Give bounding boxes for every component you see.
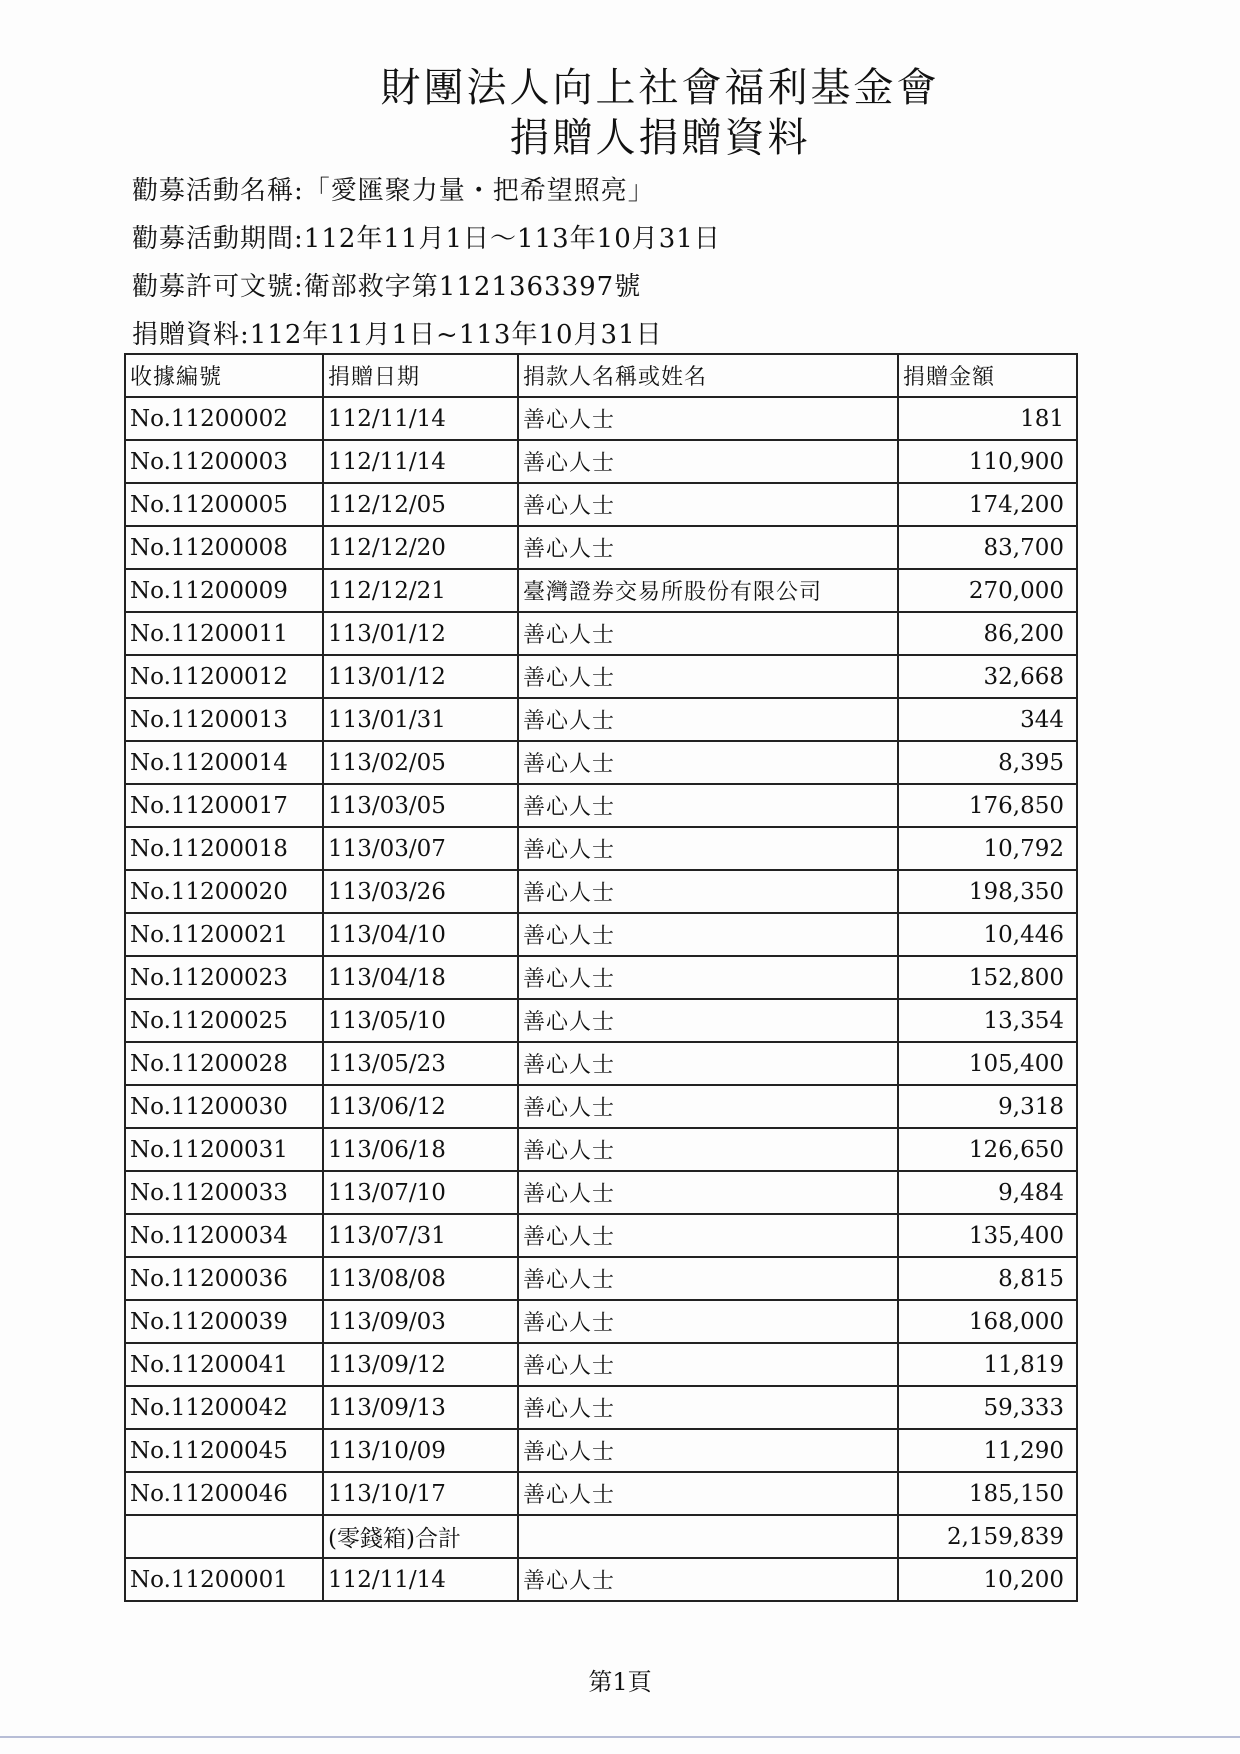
donation-amount-cell: 181 [898, 397, 1077, 440]
table-row [125, 1558, 1077, 1601]
document-subtitle: 捐贈人捐贈資料 [509, 115, 811, 161]
donation-date-cell: 113/07/10 [323, 1171, 518, 1214]
campaign-period-label: 勸募活動期間 [132, 224, 295, 254]
separator: : [294, 272, 304, 302]
table-row [125, 913, 1077, 956]
table-row [125, 741, 1077, 784]
table-row [125, 1386, 1077, 1429]
donation-date-cell: 112/12/21 [323, 569, 518, 612]
receipt-number-cell: No.11200002 [125, 397, 323, 440]
donor-name-cell: 善心人士 [518, 956, 898, 999]
donation-date-cell: 113/06/12 [323, 1085, 518, 1128]
donation-amount-cell: 9,484 [898, 1171, 1077, 1214]
column-header-donation-date: 捐贈日期 [323, 354, 518, 397]
donation-date-cell: 113/03/07 [323, 827, 518, 870]
table-row [125, 698, 1077, 741]
donation-amount-cell: 86,200 [898, 612, 1077, 655]
donation-data-value: 112年11月1日~113年10月31日 [249, 320, 663, 350]
donation-date-cell: 113/09/03 [323, 1300, 518, 1343]
donations-table [124, 353, 1078, 1602]
donor-name-cell: 善心人士 [518, 698, 898, 741]
permit-number-value: 衛部救字第1121363397號 [303, 272, 642, 302]
donation-date-cell: 113/05/23 [323, 1042, 518, 1085]
campaign-name-label: 勸募活動名稱 [132, 176, 295, 206]
donation-amount-cell: 126,650 [898, 1128, 1077, 1171]
campaign-name-line [132, 174, 655, 208]
table-row [125, 526, 1077, 569]
donation-date-cell: 112/11/14 [323, 1558, 518, 1601]
receipt-number-cell: No.11200023 [125, 956, 323, 999]
donor-name-cell: 善心人士 [518, 612, 898, 655]
donation-date-cell: 112/12/20 [323, 526, 518, 569]
table-header-row [125, 354, 1077, 397]
receipt-number-cell: No.11200013 [125, 698, 323, 741]
table-row [125, 1343, 1077, 1386]
donor-name-cell: 善心人士 [518, 1343, 898, 1386]
donor-name-cell: 善心人士 [518, 1214, 898, 1257]
receipt-number-cell: No.11200028 [125, 1042, 323, 1085]
donation-date-cell: 113/04/10 [323, 913, 518, 956]
donation-date-cell: 113/08/08 [323, 1257, 518, 1300]
receipt-number-cell: No.11200020 [125, 870, 323, 913]
table-body [125, 397, 1077, 1601]
donation-amount-cell: 198,350 [898, 870, 1077, 913]
receipt-number-cell: No.11200001 [125, 1558, 323, 1601]
donor-name-cell: 善心人士 [518, 1085, 898, 1128]
receipt-number-cell [125, 1515, 323, 1558]
donation-amount-cell: 32,668 [898, 655, 1077, 698]
donation-amount-cell: 11,290 [898, 1429, 1077, 1472]
separator: : [294, 224, 304, 254]
receipt-number-cell: No.11200025 [125, 999, 323, 1042]
receipt-number-cell: No.11200041 [125, 1343, 323, 1386]
column-header-receipt-number: 收據編號 [125, 354, 323, 397]
separator: : [240, 320, 250, 350]
table-row [125, 1472, 1077, 1515]
donation-amount-cell: 185,150 [898, 1472, 1077, 1515]
table-row [125, 612, 1077, 655]
receipt-number-cell: No.11200012 [125, 655, 323, 698]
campaign-period-value: 112年11月1日～113年10月31日 [303, 224, 721, 254]
receipt-number-cell: No.11200018 [125, 827, 323, 870]
donor-name-cell: 善心人士 [518, 784, 898, 827]
receipt-number-cell: No.11200033 [125, 1171, 323, 1214]
donor-name-cell: 善心人士 [518, 1386, 898, 1429]
receipt-number-cell: No.11200017 [125, 784, 323, 827]
donation-data-line [132, 318, 663, 352]
donation-amount-cell: 8,395 [898, 741, 1077, 784]
donation-amount-cell: 10,792 [898, 827, 1077, 870]
table-row [125, 1128, 1077, 1171]
donation-amount-cell: 10,446 [898, 913, 1077, 956]
table-row [125, 483, 1077, 526]
campaign-period-line [132, 222, 721, 256]
donation-date-cell: (零錢箱)合計 [323, 1515, 518, 1558]
table-row [125, 1042, 1077, 1085]
table-row [125, 1300, 1077, 1343]
donor-name-cell: 善心人士 [518, 397, 898, 440]
document-title: 財團法人向上社會福利基金會 [380, 65, 940, 111]
receipt-number-cell: No.11200014 [125, 741, 323, 784]
donor-name-cell: 善心人士 [518, 1300, 898, 1343]
donor-name-cell: 善心人士 [518, 827, 898, 870]
donor-name-cell: 善心人士 [518, 1171, 898, 1214]
receipt-number-cell: No.11200031 [125, 1128, 323, 1171]
donor-name-cell: 善心人士 [518, 1429, 898, 1472]
receipt-number-cell: No.11200039 [125, 1300, 323, 1343]
page-number: 第1頁 [588, 1668, 652, 1696]
donation-amount-cell: 9,318 [898, 1085, 1077, 1128]
table-row [125, 1429, 1077, 1472]
table-row [125, 1515, 1077, 1558]
receipt-number-cell: No.11200046 [125, 1472, 323, 1515]
donation-data-label: 捐贈資料 [132, 320, 241, 350]
receipt-number-cell: No.11200008 [125, 526, 323, 569]
table-row [125, 1171, 1077, 1214]
receipt-number-cell: No.11200036 [125, 1257, 323, 1300]
donor-name-cell: 善心人士 [518, 870, 898, 913]
donor-name-cell: 善心人士 [518, 1558, 898, 1601]
donation-amount-cell: 168,000 [898, 1300, 1077, 1343]
table-row [125, 569, 1077, 612]
donor-name-cell: 善心人士 [518, 483, 898, 526]
donor-name-cell: 善心人士 [518, 741, 898, 784]
receipt-number-cell: No.11200021 [125, 913, 323, 956]
table-row [125, 870, 1077, 913]
table-row [125, 999, 1077, 1042]
table-row [125, 1214, 1077, 1257]
table-row [125, 440, 1077, 483]
receipt-number-cell: No.11200045 [125, 1429, 323, 1472]
donor-name-cell: 善心人士 [518, 526, 898, 569]
table-row [125, 397, 1077, 440]
campaign-name-value: 「愛匯聚力量・把希望照亮」 [303, 176, 655, 206]
donation-date-cell: 113/10/09 [323, 1429, 518, 1472]
donation-amount-cell: 110,900 [898, 440, 1077, 483]
donation-date-cell: 112/12/05 [323, 483, 518, 526]
donation-date-cell: 113/03/05 [323, 784, 518, 827]
donation-amount-cell: 59,333 [898, 1386, 1077, 1429]
table-row [125, 1085, 1077, 1128]
donation-date-cell: 113/10/17 [323, 1472, 518, 1515]
donation-date-cell: 113/07/31 [323, 1214, 518, 1257]
donation-date-cell: 113/01/12 [323, 612, 518, 655]
table-row [125, 784, 1077, 827]
donation-amount-cell: 174,200 [898, 483, 1077, 526]
donation-amount-cell: 344 [898, 698, 1077, 741]
donation-amount-cell: 105,400 [898, 1042, 1077, 1085]
permit-number-label: 勸募許可文號 [132, 272, 295, 302]
table-row [125, 655, 1077, 698]
donation-amount-cell: 270,000 [898, 569, 1077, 612]
donation-amount-cell: 152,800 [898, 956, 1077, 999]
donor-name-cell: 善心人士 [518, 999, 898, 1042]
receipt-number-cell: No.11200034 [125, 1214, 323, 1257]
donation-amount-cell: 176,850 [898, 784, 1077, 827]
donor-name-cell [518, 1515, 898, 1558]
receipt-number-cell: No.11200005 [125, 483, 323, 526]
donation-date-cell: 113/01/12 [323, 655, 518, 698]
receipt-number-cell: No.11200003 [125, 440, 323, 483]
donor-name-cell: 善心人士 [518, 440, 898, 483]
table-row [125, 827, 1077, 870]
table-row [125, 956, 1077, 999]
receipt-number-cell: No.11200009 [125, 569, 323, 612]
donation-amount-cell: 11,819 [898, 1343, 1077, 1386]
donor-name-cell: 臺灣證券交易所股份有限公司 [518, 569, 898, 612]
donation-date-cell: 113/04/18 [323, 956, 518, 999]
donation-amount-cell: 83,700 [898, 526, 1077, 569]
donation-date-cell: 113/01/31 [323, 698, 518, 741]
donation-date-cell: 113/06/18 [323, 1128, 518, 1171]
receipt-number-cell: No.11200042 [125, 1386, 323, 1429]
donation-date-cell: 113/09/12 [323, 1343, 518, 1386]
receipt-number-cell: No.11200011 [125, 612, 323, 655]
donation-date-cell: 113/02/05 [323, 741, 518, 784]
donor-name-cell: 善心人士 [518, 655, 898, 698]
donation-amount-cell: 8,815 [898, 1257, 1077, 1300]
page-bottom-divider [0, 1736, 1240, 1738]
donation-date-cell: 113/09/13 [323, 1386, 518, 1429]
column-header-donation-amount: 捐贈金額 [898, 354, 1077, 397]
donation-date-cell: 113/05/10 [323, 999, 518, 1042]
donation-amount-cell: 13,354 [898, 999, 1077, 1042]
receipt-number-cell: No.11200030 [125, 1085, 323, 1128]
column-header-donor-name: 捐款人名稱或姓名 [518, 354, 898, 397]
permit-number-line [132, 270, 641, 304]
donation-date-cell: 112/11/14 [323, 440, 518, 483]
table-row [125, 1257, 1077, 1300]
donation-date-cell: 112/11/14 [323, 397, 518, 440]
donor-name-cell: 善心人士 [518, 1128, 898, 1171]
donation-amount-cell: 10,200 [898, 1558, 1077, 1601]
donor-name-cell: 善心人士 [518, 1257, 898, 1300]
donor-name-cell: 善心人士 [518, 1472, 898, 1515]
donation-amount-cell: 2,159,839 [898, 1515, 1077, 1558]
donation-amount-cell: 135,400 [898, 1214, 1077, 1257]
donation-date-cell: 113/03/26 [323, 870, 518, 913]
donor-name-cell: 善心人士 [518, 1042, 898, 1085]
donor-name-cell: 善心人士 [518, 913, 898, 956]
separator: : [294, 176, 304, 206]
